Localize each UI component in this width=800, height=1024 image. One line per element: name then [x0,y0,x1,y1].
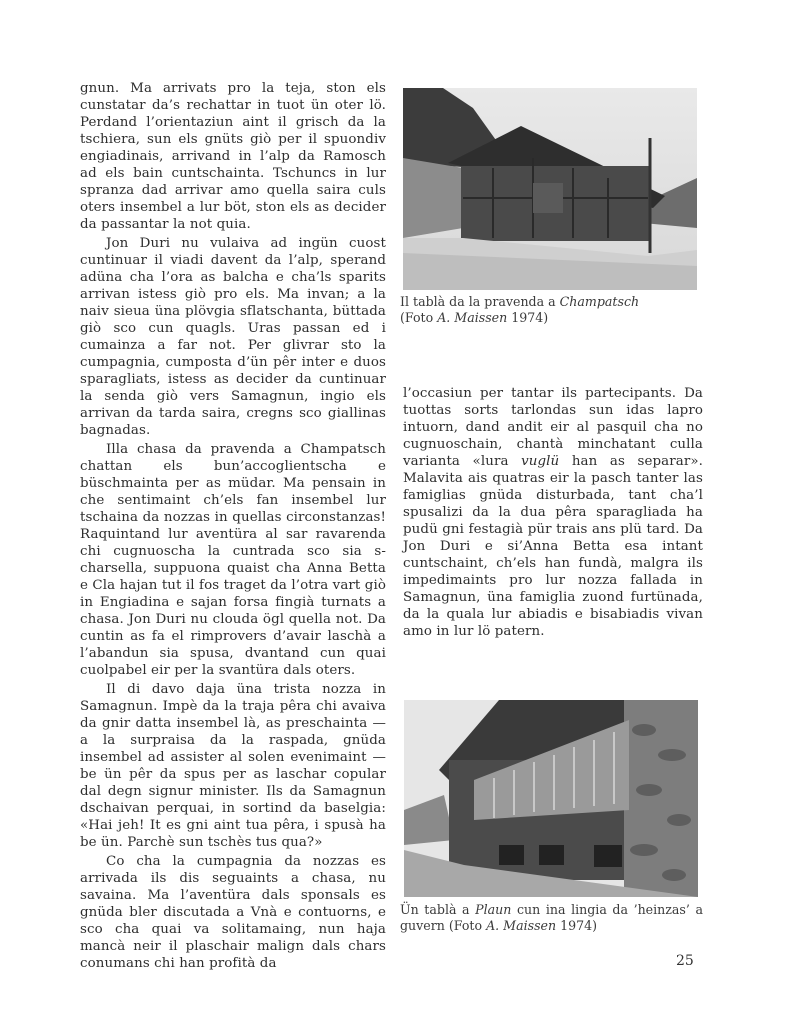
caption-text: Ün tablà a [400,902,476,917]
paragraph: Co cha la cumpagnia da nozzas es arrivada ils dis seguaints a chasa, nu savaina. Ma l’aventüra dals sponsals es gnüda bler discutada a Vnà e contuorns, e sco cha quai va solitamaing, nun haja mancà neir il plaschair malign dals chars conumans chi han profità da [80,854,386,971]
paragraph: Il di davo daja üna trista nozza in Samagnun. Impè da la traja pêra chi avaiva da gnir datta insembel là, as preschainta — a la surpraisa da la raspada, gnüda insembel ad assister al solen evenimaint — be ün pêr da spus per as laschar copular dal degn signur minister. Ils da Samagnun dschaivan perquai, in sortind da baselgia: «Hai jeh! It es gni aint tua pêra, i spusà ha be ün. Parchè sun tschès tus qua?» [80,682,386,850]
caption-author: A. Maissen [437,310,508,325]
right-text-column [403,385,703,640]
photo-caption-plaun [400,902,703,934]
text-run: han as separar». Malavita ais quatras eir la pasch tanter las famiglias gnüda disturbada, tant cha’l spusalizi da la dua pêra sparagliada ha pudü gni festagià pür trais ans plü tard. Da Jon Duri e si’Anna Betta esa intant cuntschaint, ch’els han fundà, malgra ils impedimaints pro lur nozza fallada in Samagnun, üna famiglia zuond furtünada, da la quala lur abiadis e bisabiadis vivan amo in lur lö patern. [403,454,703,639]
paragraph [403,385,703,640]
caption-place: Champatsch [559,294,640,309]
page-number: 25 [676,953,694,969]
caption-author: A. Maissen [486,918,557,933]
photo-caption-champatsch [400,294,700,326]
caption-text: cun ina lingia da ’heinzas’ a guvern (Foto [400,902,703,933]
left-text-column [80,80,386,972]
caption-place: Plaun [475,902,512,917]
paragraph: gnun. Ma arrivats pro la teja, ston els cunstatar da’s rechattar in tuot ün oter lö. Perdand l’orientaziun aint il grisch da la tschiera, sun els gnüts giò per il spuondiv engiadinais, arrivand in l’alp da Ramosch ad els bain cuntschainta. Tschuncs in lur spranza dad arrivar amo quella saira culs oters insembel a lur böt, ston els as decider da passantar la not quia. [80,81,386,232]
text-run: l’occasiun per tantar ils partecipants. Da tuottas sorts tarlondas sun idas lapro intuorn, dand andit eir al pasquil cha no cugnuoschain, chantà minchatant culla varianta «lura [403,386,703,469]
caption-text: 1974) [507,310,549,325]
paragraph: Jon Duri nu vulaiva ad ingün cuost cuntinuar il viadi davent da l’alp, sperand adüna cha l’ora as balcha e cha’ls sparits arrivan istess giò pro els. Ma invan; a la naiv sieua üna plövgia sflatschanta, büttada giò sco cun quagls. Uras passan ed i cumainza a far not. Per glivrar sto la cumpagnia, cumposta d’ün pêr inter e duos sparagliats, istess as decider da cuntinuar la senda giò vers Samagnun, ingio els arrivan da tarda saira, cregns sco giallinas bagnadas. [80,236,386,438]
caption-text: Il tablà da la pravenda a [400,294,560,309]
photo-barn-plaun [404,700,698,897]
caption-text: 1974) [556,918,598,933]
caption-text: (Foto [400,310,438,325]
italic-word: vuglü [521,454,560,469]
paragraph: Illa chasa da pravenda a Champatsch chattan els bun’accoglientscha e büschmainta per as müdar. Ma pensain in che sentimaint ch’els fan insembel lur tschaina da nozzas in quellas circonstanzas! Raquintand lur aventüra al sar ravarenda chi cugnuoscha la cuntrada sco sia s-charsella, suppuona quaist cha Anna Betta e Cla hajan tut il fos traget da l’otra vart giò in Engiadina e sajan forsa fingià turnats a chasa. Jon Duri nu clouda ögl quella not. Da cuntin as fa el rimprovers d’avair laschà a l’abandun sia spusa, dvantand cun quai cuolpabel eir per la svantüra dals oters. [80,442,386,678]
barn-photo-illustration [404,700,698,897]
barn-photo-illustration [403,88,697,290]
photo-barn-champatsch [403,88,697,290]
